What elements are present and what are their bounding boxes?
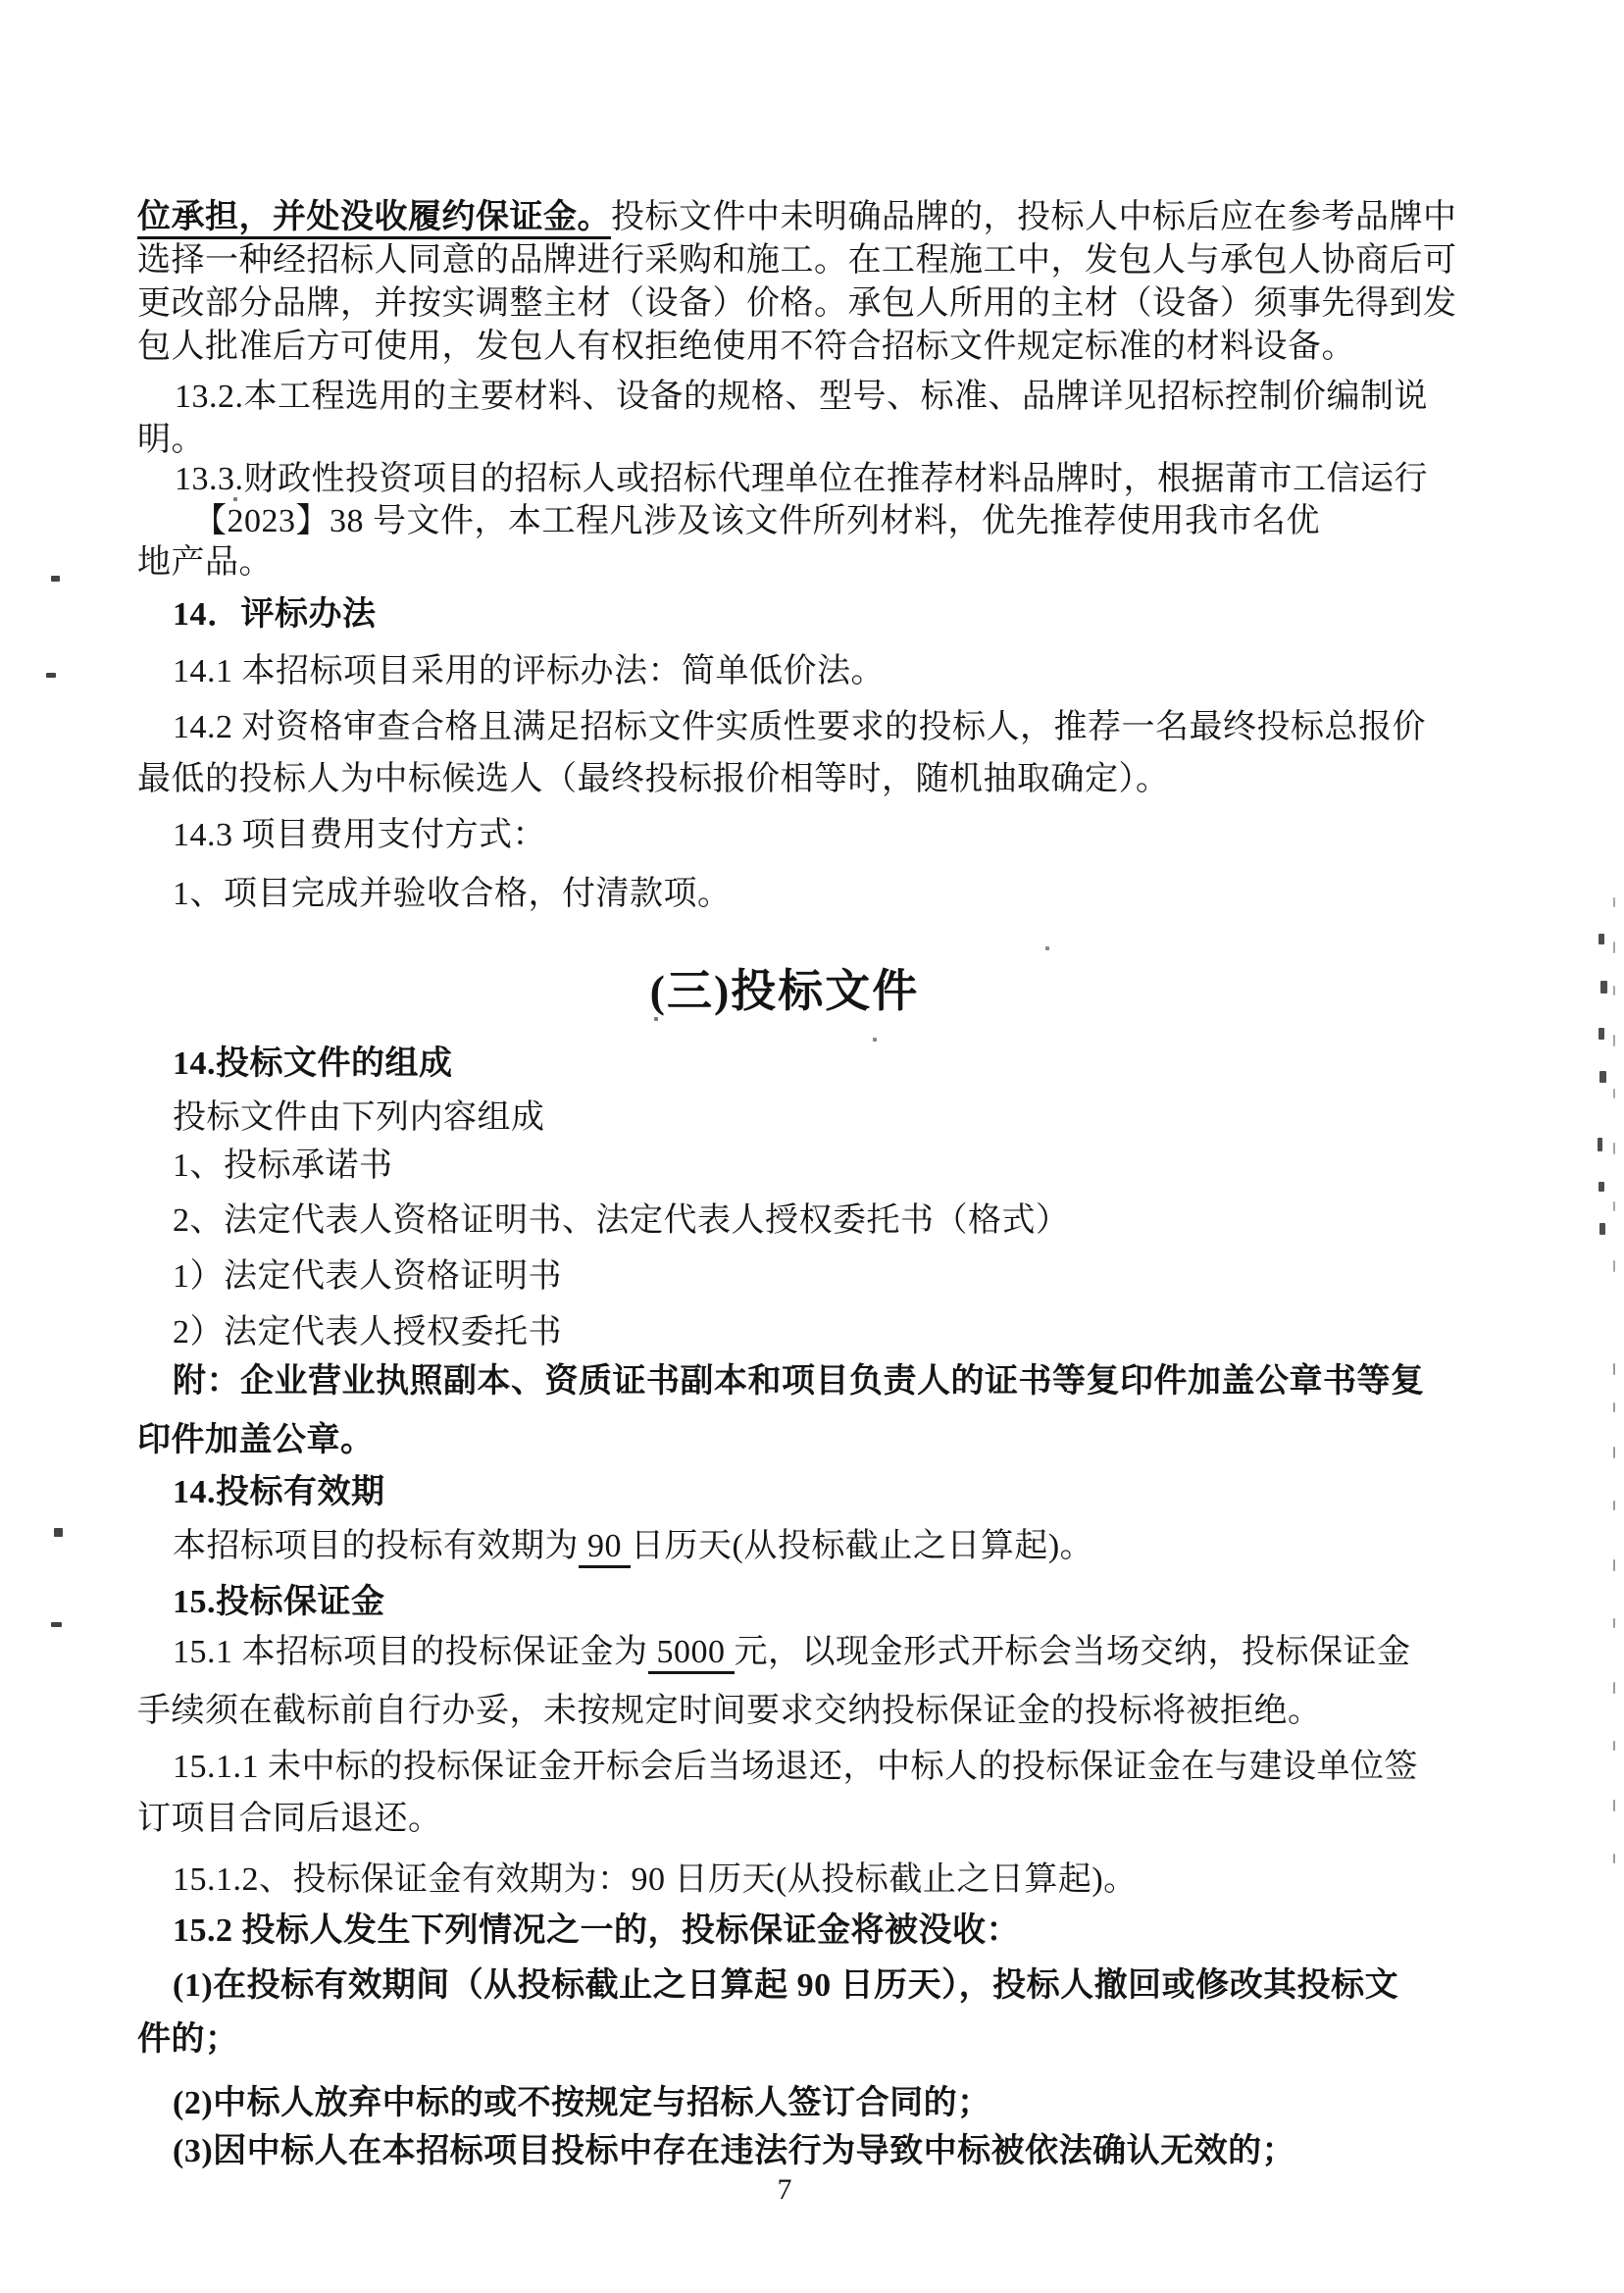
text-segment: 15.2 投标人发生下列情况之一的，投标保证金将被没收： (173, 1912, 1020, 1949)
text-segment: 15.1.1 未中标的投标保证金开标会后当场退还，中标人的投标保证金在与建设单位签 (173, 1749, 1418, 1785)
text-segment: 14.3 项目费用支付方式： (173, 817, 546, 853)
text-line (173, 1311, 562, 1354)
text-line (137, 419, 205, 462)
text-line (173, 1859, 1138, 1902)
scan-artifact (1613, 1089, 1615, 1098)
text-segment: 1）法定代表人资格证明书 (173, 1258, 562, 1295)
text-segment: 1、投标承诺书 (173, 1147, 393, 1184)
text-line (173, 1199, 1070, 1243)
text-segment: 5000 (648, 1634, 735, 1674)
text-segment: 14.1 本招标项目采用的评标办法：简单低价法。 (173, 653, 885, 689)
text-line (137, 1419, 375, 1462)
scan-artifact (1613, 1800, 1615, 1811)
scan-artifact (1613, 1741, 1615, 1751)
text-line (173, 814, 546, 857)
scan-artifact (1613, 1363, 1615, 1375)
scan-artifact (1613, 1447, 1615, 1458)
text-line (173, 650, 885, 693)
text-line (137, 326, 1355, 369)
text-segment: 最低的投标人为中标候选人（最终投标报价相等时，随机抽取确定）。 (137, 761, 1170, 797)
text-segment: 1、项目完成并验收合格，付清款项。 (173, 876, 732, 912)
scan-artifact (1613, 986, 1615, 995)
scan-artifact (54, 1528, 63, 1537)
text-line (173, 1043, 453, 1086)
scan-artifact (654, 1017, 658, 1021)
text-segment: 14．评标办法 (173, 596, 377, 633)
text-segment: 投标文件由下列内容组成 (173, 1099, 545, 1136)
scan-artifact (233, 497, 237, 501)
text-line (173, 1360, 1425, 1403)
scan-artifact (1599, 934, 1604, 944)
page-number: 7 (777, 2173, 792, 2206)
text-line (137, 282, 1457, 326)
scan-artifact (1613, 1559, 1615, 1571)
text-line (173, 2130, 1295, 2173)
text-segment: 2、法定代表人资格证明书、法定代表人授权委托书（格式） (173, 1202, 1070, 1239)
text-line (175, 458, 1428, 501)
text-line (137, 1798, 442, 1841)
scan-artifact (46, 673, 56, 678)
scan-artifact (1613, 1260, 1615, 1272)
scan-artifact (1613, 1618, 1615, 1628)
text-segment: 明。 (137, 422, 205, 458)
scan-artifact (1613, 1501, 1615, 1510)
text-segment: 14.投标有效期 (173, 1474, 385, 1510)
text-segment: 位承担，并处没收履约保证金。 (137, 199, 611, 239)
text-line (173, 1964, 1398, 2008)
text-segment: 14.投标文件的组成 (173, 1045, 453, 1082)
text-line (173, 2082, 991, 2125)
text-line (173, 873, 732, 916)
scan-artifact (51, 1622, 62, 1627)
text-segment: 元，以现金形式开标会当场交纳，投标保证金 (734, 1634, 1411, 1670)
scan-artifact (1613, 1035, 1615, 1046)
scan-artifact (1613, 1682, 1615, 1694)
text-line (173, 1471, 385, 1514)
text-segment: 包人批准后方可使用，发包人有权拒绝使用不符合招标文件规定标准的材料设备。 (137, 329, 1355, 365)
scan-artifact (1613, 897, 1615, 907)
text-segment: (3)因中标人在本招标项目投标中存在违法行为导致中标被依法确认无效的； (173, 2133, 1296, 2169)
text-line (173, 1145, 393, 1188)
text-segment: 地产品。 (137, 544, 273, 581)
text-segment: 本招标项目的投标有效期为 (173, 1528, 579, 1564)
text-line (175, 376, 1428, 419)
scan-artifact (1599, 1028, 1604, 1040)
text-line (173, 1910, 1020, 1953)
text-line (173, 1525, 1093, 1568)
scan-artifact (1613, 1402, 1615, 1412)
text-segment: 选择一种经招标人同意的品牌进行采购和施工。在工程施工中，发包人与承包人协商后可 (137, 242, 1457, 279)
section-heading: (三)投标文件 (649, 966, 920, 1016)
text-segment: 2）法定代表人授权委托书 (173, 1314, 562, 1350)
text-segment: 14.2 对资格审查合格且满足招标文件实质性要求的投标人，推荐一名最终投标总报价 (173, 709, 1426, 745)
text-line (173, 1631, 1411, 1674)
text-segment: 13.2.本工程选用的主要材料、设备的规格、型号、标准、品牌详见招标控制价编制说 (175, 379, 1428, 415)
scan-artifact (1599, 1223, 1605, 1235)
text-segment: 更改部分品牌，并按实调整主材（设备）价格。承包人所用的主材（设备）须事先得到发 (137, 285, 1457, 322)
scan-artifact (1599, 1071, 1606, 1083)
scan-artifact (1613, 1201, 1615, 1211)
text-line (137, 239, 1457, 282)
scan-artifact (1599, 1182, 1604, 1192)
text-line (137, 196, 1457, 239)
text-segment: 15.1.2、投标保证金有效期为：90 日历天(从投标截止之日算起)。 (173, 1861, 1138, 1898)
text-segment: 订项目合同后退还。 (137, 1801, 442, 1837)
text-segment: 附：企业营业执照副本、资质证书副本和项目负责人的证书等复印件加盖公章书等复 (173, 1363, 1425, 1400)
scan-artifact (1045, 946, 1049, 950)
text-line (173, 1581, 385, 1624)
text-segment: 90 (579, 1528, 631, 1568)
text-segment: 15.投标保证金 (173, 1584, 385, 1620)
scan-artifact (873, 1038, 877, 1042)
text-segment: (1)在投标有效期间（从投标截止之日算起 90 日历天），投标人撤回或修改其投标文 (173, 1967, 1399, 2004)
text-segment: 13.3.财政性投资项目的招标人或招标代理单位在推荐材料品牌时，根据莆市工信运行 (175, 461, 1428, 497)
scan-artifact (1613, 942, 1615, 953)
scan-artifact (1598, 1138, 1602, 1151)
text-line (173, 1096, 545, 1140)
scan-artifact (1600, 981, 1607, 994)
text-segment: 手续须在截标前自行办妥，未按规定时间要求交纳投标保证金的投标将被拒绝。 (137, 1693, 1322, 1729)
text-line (137, 2018, 239, 2062)
text-line (137, 541, 273, 585)
text-line (137, 1690, 1322, 1733)
text-segment: 件的； (137, 2021, 239, 2058)
text-line (173, 1255, 562, 1299)
text-line (137, 758, 1170, 801)
scan-artifact (51, 576, 60, 582)
text-segment: 【2023】38 号文件，本工程凡涉及该文件所列材料，优先推荐使用我市名优 (193, 503, 1320, 539)
text-segment: 15.1 本招标项目的投标保证金为 (173, 1634, 648, 1670)
text-segment: 印件加盖公章。 (137, 1422, 375, 1458)
text-line (173, 1746, 1418, 1789)
text-segment: 投标文件中未明确品牌的，投标人中标后应在参考品牌中 (611, 199, 1457, 235)
text-line (193, 500, 1320, 543)
scan-artifact (1613, 1854, 1615, 1863)
text-segment: (2)中标人放弃中标的或不按规定与招标人签订合同的； (173, 2085, 991, 2121)
text-line (173, 706, 1426, 749)
text-segment: 日历天(从投标截止之日算起)。 (631, 1528, 1094, 1564)
scan-artifact (1613, 1143, 1615, 1154)
text-line (173, 593, 377, 637)
